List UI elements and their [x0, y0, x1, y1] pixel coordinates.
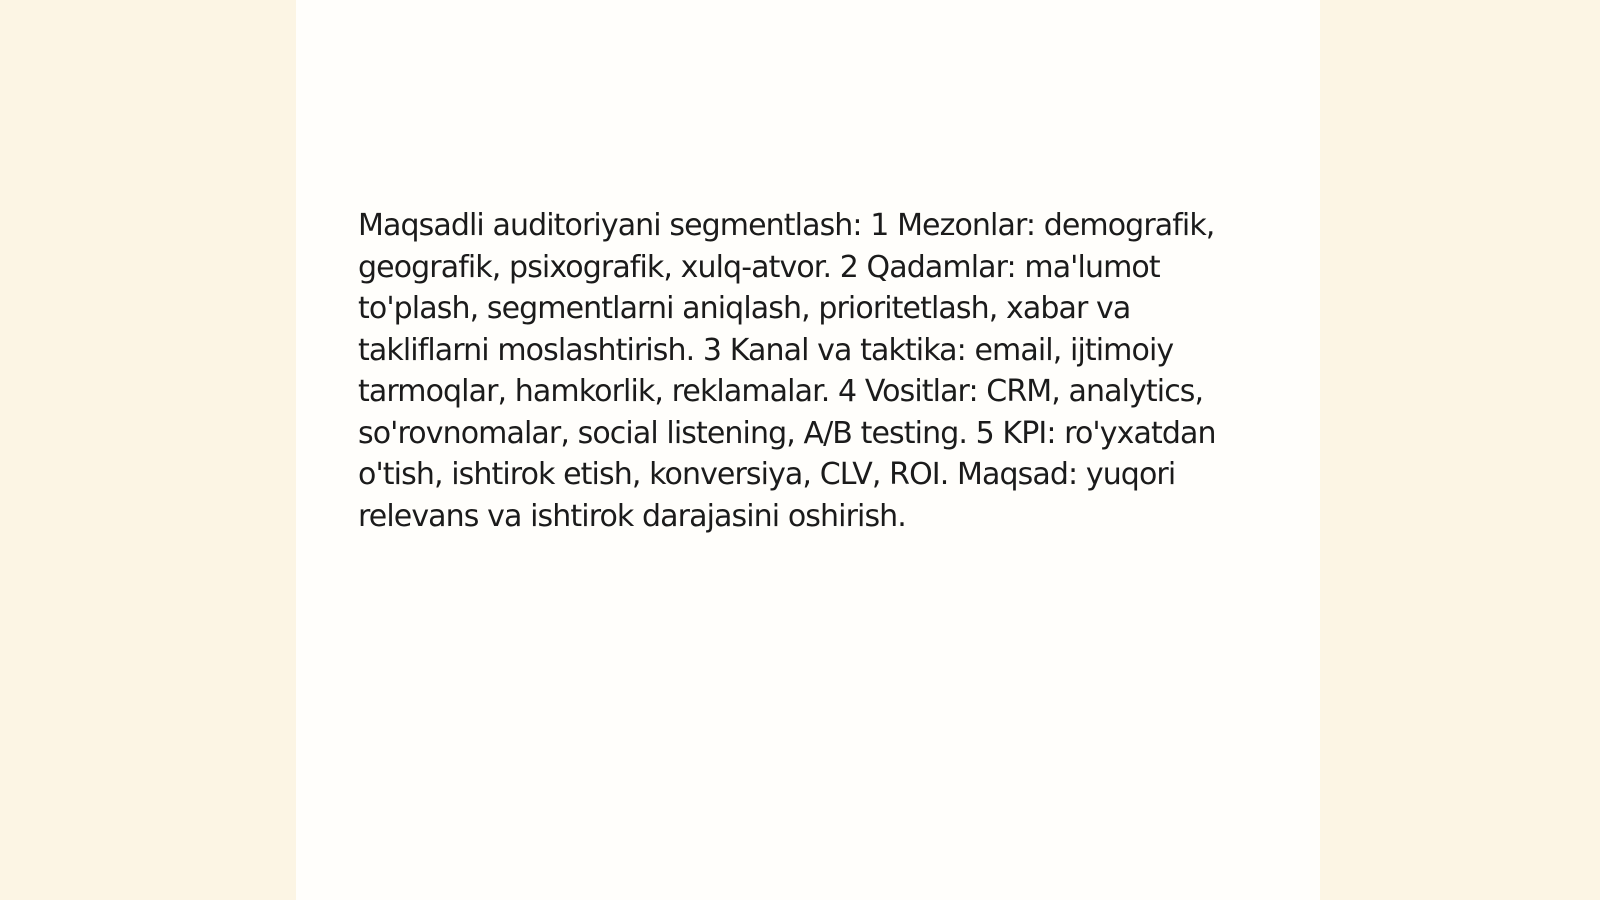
- document-page: [296, 0, 1320, 900]
- body-paragraph: Maqsadli auditoriyani segmentlash: 1 Mezonlar: demografik, geografik, psixografik, xulq-atvor. 2 Qadamlar: ma'lumot to'plash, segmentlarni aniqlash, prioritetlash, xabar va takliflarni moslashtirish. 3 Kanal va taktika: email, ijtimoiy tarmoqlar, hamkorlik, reklamalar. 4 Vositlar: CRM, analytics, so'rovnomalar, social listening, A/B testing. 5 KPI: ro'yxatdan o'tish, ishtirok etish, konversiya, CLV, ROI. Maqsad: yuqori relevans va ishtirok darajasini oshirish.: [358, 208, 1216, 534]
